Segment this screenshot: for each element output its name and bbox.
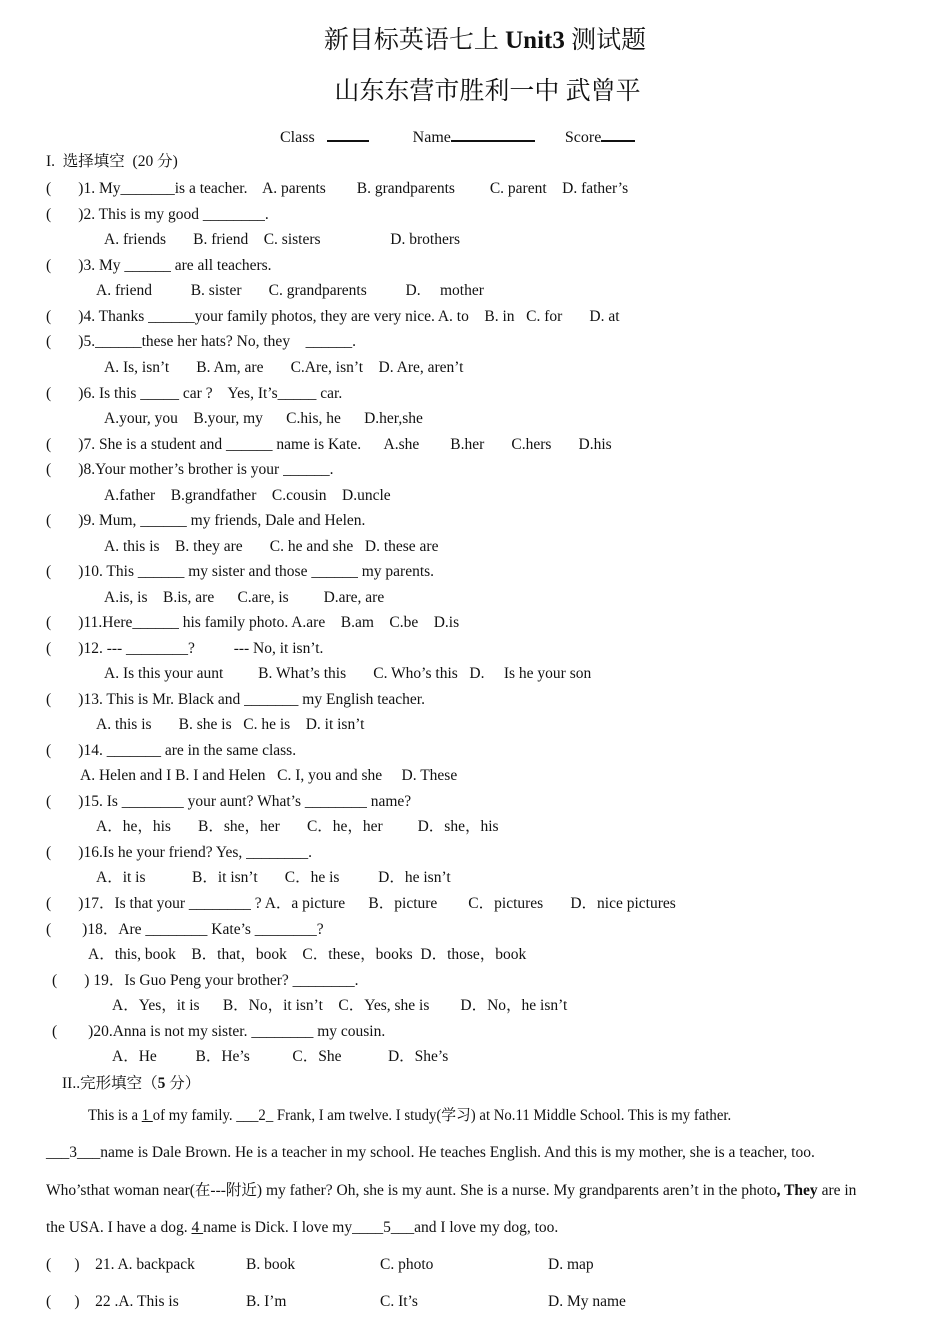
question-line: A. Is, isn’t B. Am, are C.Are, isn’t D. Are, aren’t (104, 359, 464, 376)
question-line: A. Is this your aunt B. What’s this C. Who’s this D. Is he your son (104, 665, 592, 682)
question-line: ( )9. Mum, ______ my friends, Dale and Helen. (46, 512, 366, 529)
question-line: A．Yes，it is B．No，it isn’t C．Yes, she is D．No，he isn’t (112, 997, 568, 1014)
question-line: ( )7. She is a student and ______ name is Kate. A.she B.her C.hers D.his (46, 436, 612, 453)
q21-option-b[interactable]: B. book (246, 1256, 296, 1273)
cloze-line-1: This is a 1 of my family. ___2_ Frank, I am twelve. I study(学习) at No.11 Middle School. This is my father. (88, 1107, 732, 1124)
class-label: Class (280, 129, 315, 146)
question-line: A. friend B. sister C. grandparents D. mother (96, 282, 484, 299)
score-label: Score (564, 129, 602, 146)
question-line: A．he，his B．she，her C．he，her D．she，his (96, 818, 499, 835)
question-line: ( )20.Anna is not my sister. ________ my cousin. (52, 1023, 386, 1040)
q22-option-d[interactable]: D. My name (548, 1293, 626, 1310)
question-line: ( )6. Is this _____ car ? Yes, It’s_____ car. (46, 385, 343, 402)
class-blank[interactable] (327, 126, 369, 142)
question-line: ( )10. This ______ my sister and those ______ my parents. (46, 563, 435, 580)
question-line: ( )5.______these her hats? No, they ______. (46, 333, 356, 350)
question-line: ( )4. Thanks ______your family photos, they are very nice. A. to B. in C. for D. at (46, 308, 620, 325)
question-line: ( )18．Are ________ Kate’s ________? (46, 921, 324, 938)
question-line: ( )2. This is my good ________. (46, 206, 269, 223)
question-line: A.your, you B.your, my C.his, he D.her,she (104, 410, 423, 427)
q21-option-c[interactable]: C. photo (380, 1256, 434, 1273)
cloze-line-4: the USA. I have a dog. 4 name is Dick. I love my____5___and I love my dog, too. (46, 1219, 559, 1236)
student-info (280, 126, 635, 148)
question-line: ( ) 19．Is Guo Peng your brother? ________. (52, 972, 359, 989)
question-line: ( )17．Is that your ________ ? A．a picture B．picture C．pictures D．nice pictures (46, 895, 676, 912)
question-line: A．it is B．it isn’t C．he is D．he isn’t (96, 869, 451, 886)
question-line: A．He B．He’s C．She D．She’s (112, 1048, 449, 1065)
question-line: ( )14. _______ are in the same class. (46, 742, 297, 759)
question-line: A. Helen and I B. I and Helen C. I, you and she D. These (80, 767, 458, 784)
question-line: ( )16.Is he your friend? Yes, ________. (46, 844, 313, 861)
question-line: ( )13. This is Mr. Black and _______ my English teacher. (46, 691, 425, 708)
q22-option-c[interactable]: C. It’s (380, 1293, 418, 1310)
cloze-blank-2[interactable]: ___2_ (236, 1107, 274, 1124)
cloze-line-3: Who’sthat woman near(在---附近) my father? Oh, she is my aunt. She is a nurse. My grandparents aren’t in the photo, They are in (46, 1182, 857, 1199)
name-blank[interactable] (451, 126, 535, 142)
q21-stem: ( ) 21. A. backpack (46, 1256, 195, 1273)
question-line: ( )8.Your mother’s brother is your ______. (46, 461, 334, 478)
question-line: ( )3. My ______ are all teachers. (46, 257, 272, 274)
q22-stem: ( ) 22 .A. This is (46, 1293, 179, 1310)
score-blank[interactable] (601, 126, 635, 142)
section2-heading: II..完形填空（5 分） (62, 1075, 201, 1092)
q21-option-d[interactable]: D. map (548, 1256, 594, 1273)
page-title: 新目标英语七上 Unit3 测试题 (323, 27, 647, 54)
page-subtitle: 山东东营市胜利一中 武曾平 (334, 78, 641, 105)
cloze-blank-4[interactable]: 4 (191, 1219, 204, 1236)
question-line: A. friends B. friend C. sisters D. brothers (104, 231, 461, 248)
q22-option-b[interactable]: B. I’m (246, 1293, 287, 1310)
question-line: ( )11.Here______ his family photo. A.are B.am C.be D.is (46, 614, 460, 631)
name-label: Name (412, 129, 451, 146)
question-line: ( )12. --- ________? --- No, it isn’t. (46, 640, 324, 657)
question-line: A. this is B. she is C. he is D. it isn’t (96, 716, 365, 733)
question-line: A. this is B. they are C. he and she D. these are (104, 538, 439, 555)
question-line: A.is, is B.is, are C.are, is D.are, are (104, 589, 385, 606)
question-line: ( )1. My_______is a teacher. A. parents B. grandparents C. parent D. father’s (46, 180, 629, 197)
question-line: A.father B.grandfather C.cousin D.uncle (104, 487, 391, 504)
cloze-blank-1[interactable]: 1 (141, 1107, 153, 1124)
section1-heading: I. 选择填空 (20 分) (46, 153, 178, 170)
question-line: A．this, book B．that，book C．these，books D．those，book (88, 946, 527, 963)
cloze-line-2: ___3___name is Dale Brown. He is a teacher in my school. He teaches English. And this is my mother, she is a teacher, too. (46, 1144, 815, 1161)
question-line: ( )15. Is ________ your aunt? What’s ________ name? (46, 793, 412, 810)
